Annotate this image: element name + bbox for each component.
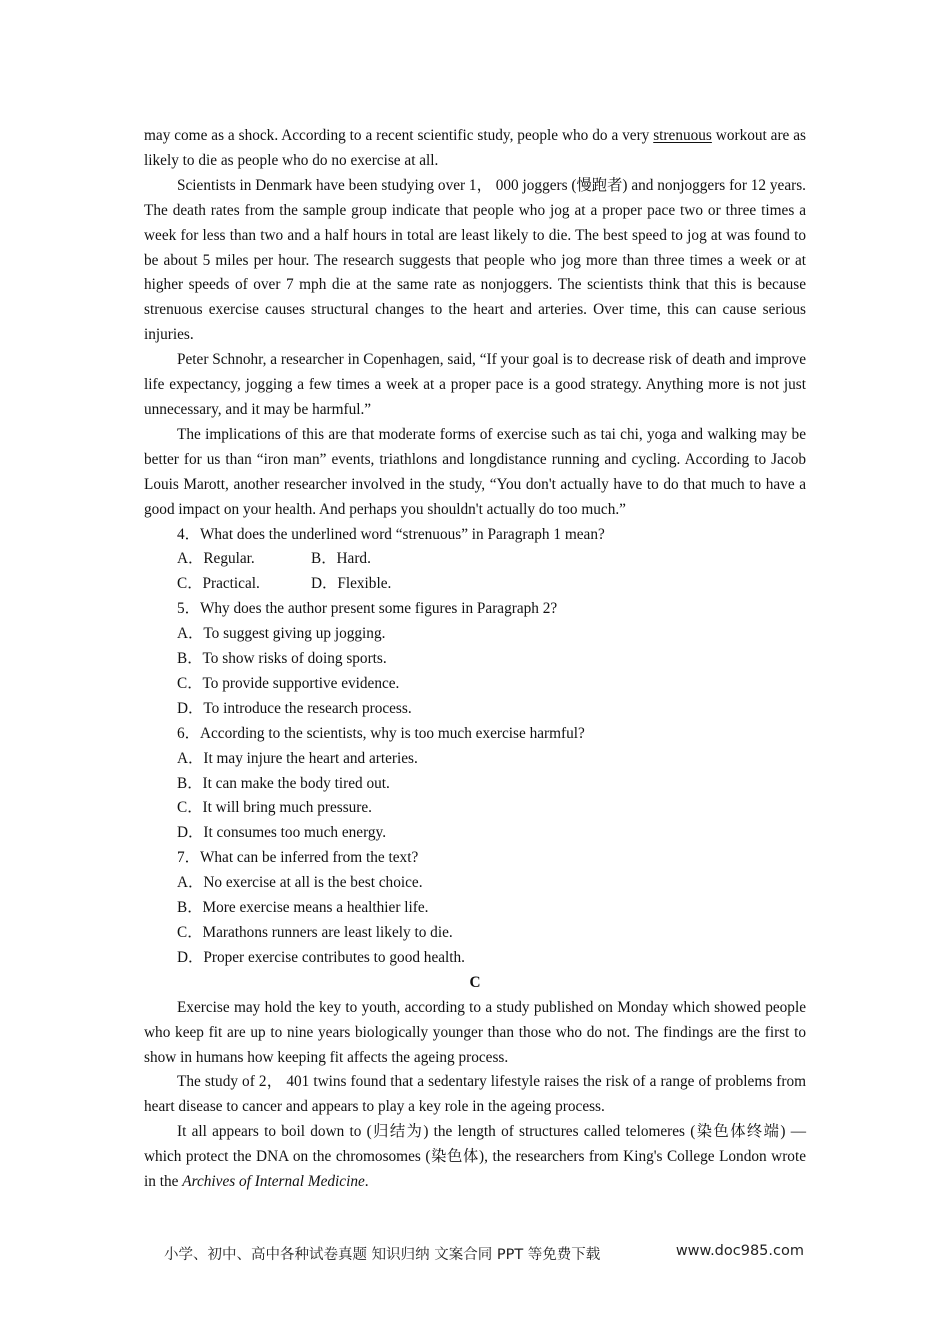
text-run: may come as a shock. According to a recent scientific study, people who do a very bbox=[144, 127, 654, 144]
passage-c-paragraph-2: The study of 2， 401 twins found that a sedentary lifestyle raises the risk of a range of problems from heart disease to cancer and appears to play a key role in the ageing process. bbox=[144, 1073, 806, 1116]
question-5 bbox=[144, 597, 806, 722]
passage-c-paragraph-3 bbox=[144, 1120, 806, 1195]
option-b: B．More exercise means a healthier life. bbox=[177, 899, 429, 917]
option-a: A．It may injure the heart and arteries. bbox=[177, 749, 418, 767]
section-heading-c: C bbox=[469, 973, 481, 991]
text-run: It all appears to boil down to (归结为) the length of structures called telomeres (染色体终端) —which protect the DNA on the chromosomes (染色体), the researchers from King's College London wrote in the bbox=[144, 1123, 806, 1191]
option-c: C．It will bring much pressure. bbox=[177, 799, 373, 817]
passage-c-paragraph-1: Exercise may hold the key to youth, according to a study published on Monday which showed people who keep fit are up to nine years biologically younger than those who do not. The findings are the first to show in humans how keeping fit affects the ageing process. bbox=[144, 998, 806, 1066]
question-4 bbox=[144, 523, 806, 598]
passage-b-paragraph-2: Scientists in Denmark have been studying over 1， 000 joggers (慢跑者) and nonjoggers for 12 years. The death rates from the sample group indicate that people who jog at a proper pace two or three times a week for less than two and a half hours in total are least likely to die. The best speed to jog at was found to be about 5 miles per hour. The research suggests that people who jog more than three times a week or at higher speeds of over 7 mph die at the same rate as nonjoggers. The scientists think that this is because strenuous exercise causes structural changes to the heart and arteries. Over time, this can cause serious injuries. bbox=[144, 176, 806, 344]
question-stem: 7．What can be inferred from the text? bbox=[177, 849, 419, 867]
option-a: A．To suggest giving up jogging. bbox=[177, 625, 386, 643]
option-d: D．Flexible. bbox=[311, 575, 392, 593]
question-stem: 6．According to the scientists, why is too much exercise harmful? bbox=[177, 724, 585, 742]
question-stem: 5．Why does the author present some figures in Paragraph 2? bbox=[177, 600, 558, 618]
option-c: C．Marathons runners are least likely to die. bbox=[177, 924, 453, 941]
page-footer bbox=[164, 1243, 804, 1264]
option-d: D．Proper exercise contributes to good health. bbox=[177, 948, 466, 966]
underlined-word: strenuous bbox=[653, 127, 712, 144]
footer-text: 小学、初中、高中各种试卷真题 知识归纳 文案合同 PPT 等免费下载 bbox=[164, 1247, 601, 1263]
option-a: A．Regular. bbox=[177, 550, 255, 568]
option-b: B．Hard. bbox=[311, 550, 371, 568]
option-b: B．To show risks of doing sports. bbox=[177, 650, 387, 668]
passage-b-paragraph-4: The implications of this are that moderate forms of exercise such as tai chi, yoga and walking may be better for us than “iron man” events, triathlons and longdistance running and cycling. According to Jacob Louis Marott, another researcher involved in the study, “You don't actually have to do that much to have a good impact on your health. And perhaps you shouldn't actually do too much.” bbox=[144, 425, 806, 518]
document-page bbox=[144, 124, 806, 1195]
option-row bbox=[144, 547, 806, 572]
option-d: D．It consumes too much energy. bbox=[177, 824, 387, 842]
option-d: D．To introduce the research process. bbox=[177, 699, 412, 717]
journal-title: Archives of Internal Medicine bbox=[182, 1173, 365, 1191]
passage-b-paragraph-3: Peter Schnohr, a researcher in Copenhagen, said, “If your goal is to decrease risk of death and improve life expectancy, jogging a few times a week at a proper pace is a good strategy. Anything more is not just unnecessary, and it may be harmful.” bbox=[144, 351, 806, 418]
footer-website-link[interactable]: www.doc985.com bbox=[675, 1243, 804, 1259]
text-run: . bbox=[364, 1173, 369, 1191]
question-stem: 4．What does the underlined word “strenuous” in Paragraph 1 mean? bbox=[177, 525, 605, 543]
passage-b-paragraph-1 bbox=[144, 124, 806, 174]
text-run: workout are as likely to die as people who do no exercise at all. bbox=[144, 127, 806, 169]
option-a: A．No exercise at all is the best choice. bbox=[177, 874, 423, 892]
option-c: C．Practical. bbox=[177, 575, 260, 593]
option-c: C．To provide supportive evidence. bbox=[177, 674, 400, 692]
question-7 bbox=[144, 846, 806, 971]
option-b: B．It can make the body tired out. bbox=[177, 774, 390, 792]
option-row bbox=[144, 572, 806, 597]
question-6 bbox=[144, 722, 806, 847]
